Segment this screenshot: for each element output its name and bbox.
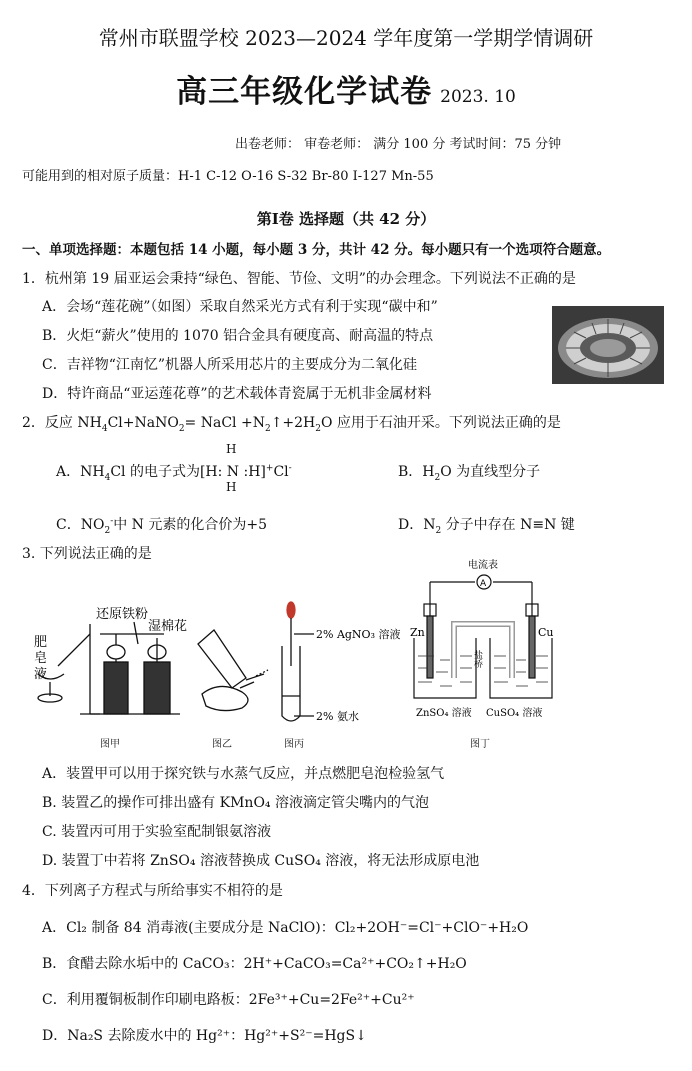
q4-stem: 4．下列离子方程式与所给事实不相符的是: [22, 883, 283, 899]
fig-jia-soap-label: 皂: [34, 651, 48, 666]
q2-stem-part: = NaCl +N: [184, 415, 265, 431]
atomic-masses: 可能用到的相对原子质量：H-1 C-12 O-16 S-32 Br-80 I-127 Mn-55: [22, 169, 434, 184]
exam-title: 高三年级化学试卷: [176, 74, 433, 110]
q3-option-a: A．装置甲可以用于探究铁与水蒸气反应，并点燃肥皂泡检验氢气: [42, 766, 445, 782]
fig-ding-znso4-label: ZnSO₄ 溶液: [416, 708, 472, 719]
q1-option-a: A．会场“莲花碗”（如图）采取自然采光方式有利于实现“碳中和”: [42, 299, 438, 315]
q2-stem-part: O 应用于石油开采。下列说法正确的是: [321, 415, 561, 431]
fig-bing-agno3-label: 2% AgNO₃ 溶液: [316, 628, 401, 641]
figure-yi-burette: [192, 622, 272, 722]
fig-ding-zn-label: Zn: [410, 626, 425, 639]
q2-c-part: 中 N 元素的化合价为+5: [113, 517, 268, 533]
fig-ding-meter-label: 电流表: [468, 560, 498, 571]
q2-option-d: D．$N_2$ 分子中存在 N≡N 键: [398, 517, 575, 536]
q1-option-d: D．特许商品“亚运莲花尊”的艺术载体青瓷属于无机非金属材料: [42, 386, 432, 402]
q2-b-part: O 为直线型分子: [440, 464, 541, 480]
q2-b-part: B．H: [398, 464, 435, 480]
fig-ding-cuso4-label: CuSO₄ 溶液: [486, 708, 543, 719]
fig-yi-caption: 图乙: [212, 739, 232, 750]
q2-stem-part: Cl+NaNO: [107, 415, 179, 431]
lotus-bowl-photo: [552, 306, 664, 384]
q2-option-c: C．$NO_2^-$中 N 元素的化合价为+5: [56, 516, 268, 536]
staff-line: 出卷老师： 审卷老师： 满分 100 分 考试时间：75 分钟: [235, 137, 562, 152]
exam-date: 2023. 10: [440, 87, 516, 107]
q2-stem: 2．反应 $NH_4Cl+NaNO_2=$ NaCl $+N_2↑+2H_2O$ 应用于石油开采。下列说法正确的是: [22, 415, 561, 434]
fig-jia-caption: 图甲: [100, 739, 120, 750]
fig-ding-cu-label: Cu: [538, 626, 554, 639]
fig-ding-ammeter-symbol: A: [480, 579, 487, 589]
q2-option-b: B．$H_2O$ 为直线型分子: [398, 464, 541, 483]
fig-ding-bridge-label: 盐桥: [472, 650, 482, 668]
q2-a-part: H]: [248, 464, 266, 480]
section-title: 第Ⅰ卷 选择题（共 42 分）: [256, 210, 436, 228]
q2-c-part: C．NO: [56, 517, 105, 533]
q2-stem-part: 2．反应 NH: [22, 415, 102, 431]
q2-a-nitrogen: : N :: [217, 464, 249, 480]
q2-option-a: A．$NH_4Cl$ 的电子式为[H: N :H]+Cl-: [56, 463, 292, 483]
q2-a-part: A．NH: [56, 464, 105, 480]
fig-jia-soap-label: 液: [34, 667, 48, 682]
figure-ding-galvanic-cell: [410, 556, 560, 728]
fig-jia-cotton-label: 湿棉花: [148, 619, 188, 634]
q1-stem: 1．杭州第 19 届亚运会秉持“绿色、智能、节俭、文明”的办会理念。下列说法不正确的是: [22, 271, 576, 287]
q1-option-c: C．吉祥物“江南忆”机器人所采用芯片的主要成分为二氧化硅: [42, 357, 418, 373]
exam-title-line: [0, 66, 692, 111]
q4-option-b: B．食醋去除水垢中的 CaCO₃：2H⁺+CaCO₃=Ca²⁺+CO₂↑+H₂O: [42, 956, 467, 972]
q3-option-d: D. 装置丁中若将 ZnSO₄ 溶液替换成 CuSO₄ 溶液，将无法形成原电池: [42, 853, 480, 869]
section-instruction: 一、单项选择题：本题包括 14 小题，每小题 3 分，共计 42 分。每小题只有一个选项符合题意。: [22, 242, 611, 258]
q2-a-part: Cl: [273, 464, 289, 480]
fig-bing-nh3-label: 2% 氨水: [316, 710, 359, 723]
q1-option-b: B．火炬“薪火”使用的 1070 铝合金具有硬度高、耐高温的特点: [42, 328, 434, 344]
q2-a-part: Cl 的电子式为[H: [110, 464, 218, 480]
figure-jia-apparatus: [30, 604, 192, 722]
fig-ding-caption: 图丁: [470, 739, 490, 750]
q2-stem-part: ↑+2H: [270, 415, 316, 431]
q3-option-b: B. 装置乙的操作可排出盛有 KMnO₄ 溶液滴定管尖嘴内的气泡: [42, 795, 429, 811]
fig-bing-caption: 图丙: [284, 739, 304, 750]
q3-stem: 3. 下列说法正确的是: [22, 546, 152, 562]
q2-d-part: 分子中存在 N≡N 键: [445, 517, 575, 533]
fig-jia-iron-label: 还原铁粉: [96, 607, 149, 622]
figure-bing-test-tube: [276, 598, 416, 728]
q4-option-d: D．Na₂S 去除废水中的 Hg²⁺：Hg²⁺+S²⁻=HgS↓: [42, 1028, 367, 1044]
q2-electron-h-top: H: [226, 442, 237, 456]
q4-option-a: A．Cl₂ 制备 84 消毒液(主要成分是 NaClO)：Cl₂+2OH⁻=Cl⁻+ClO⁻+H₂O: [42, 920, 529, 936]
q4-option-c: C．利用覆铜板制作印刷电路板：2Fe³⁺+Cu=2Fe²⁺+Cu²⁺: [42, 992, 415, 1008]
q2-d-part: D．N: [398, 517, 436, 533]
q2-electron-h-bottom: H: [226, 480, 237, 494]
school-title: 常州市联盟学校 2023—2024 学年度第一学期学情调研: [98, 26, 594, 50]
q3-option-c: C. 装置丙可用于实验室配制银氨溶液: [42, 824, 272, 840]
fig-jia-soap-label: 肥: [34, 635, 48, 650]
